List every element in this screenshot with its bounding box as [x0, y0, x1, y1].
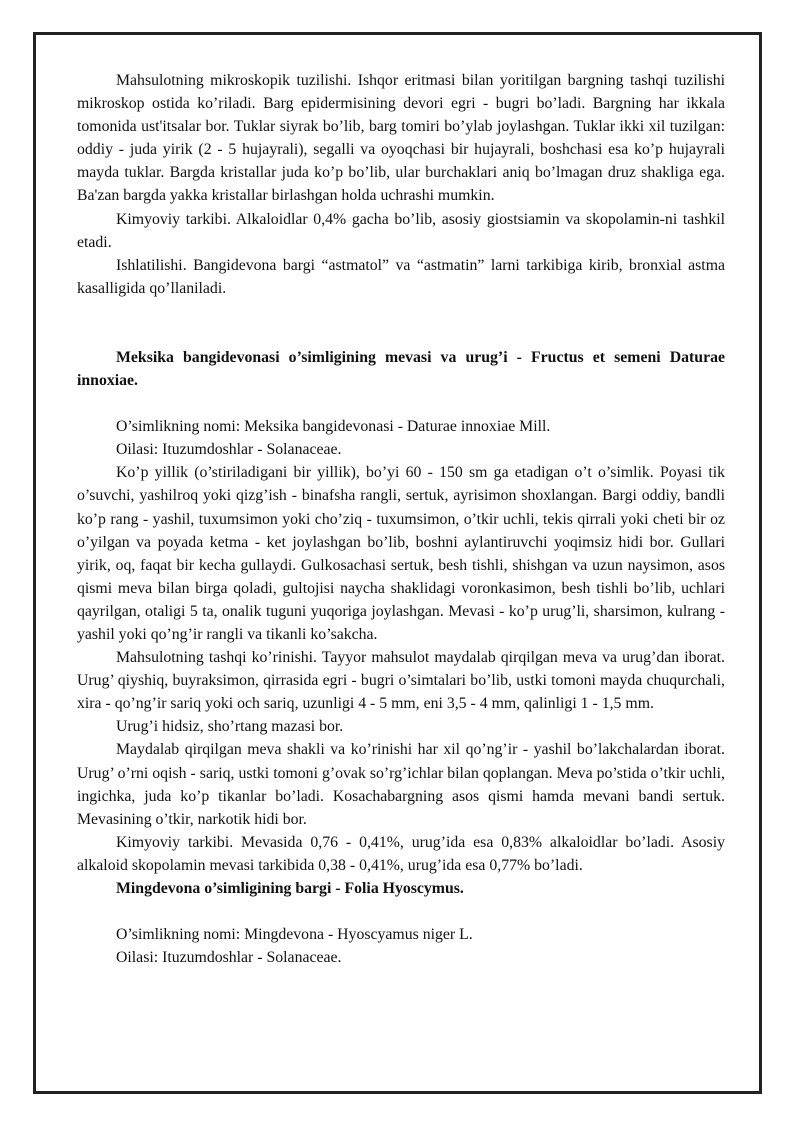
paragraph-family: Oilasi: Ituzumdoshlar - Solanaceae. — [116, 441, 342, 459]
paragraph-fruit-chemistry: Kimyoviy tarkibi. Mevasida 0,76 - 0,41%, urug’ida esa 0,83% alkaloidlar bo’ladi. Asosiy alkaloid skopolamin mevasi tarkibida 0,38 - 0,41%, urug’ida esa 0,77% bo’ladi. — [77, 833, 725, 874]
spacer — [77, 900, 725, 923]
paragraph-chemical-composition: Kimyoviy tarkibi. Alkaloidlar 0,4% gacha bo’lib, asosiy giostsiamin va skopolamin-ni tashkil etadi. — [77, 210, 725, 251]
spacer — [77, 300, 725, 346]
paragraph-plant-description: Ko’p yillik (o’stiriladigani bir yillik), bo’yi 60 - 150 sm ga etadigan o’t o’simlik. Poyasi tik o’suvchi, yashilroq yoki qizg’ish - binafsha rangli, sertuk, ayrisimon shoxlangan. Bargi oddiy, bandli ko’p rang - yashil, tuxumsimon yoki cho’ziq - tuxumsimon, o’tkir uchli, tekis qirrali yoki cheti bir oz o’yilgan va poyada ketma - ket joylashgan bo’lib, boshni aylantiruvchi yoqimsiz hidi bor. Gullari yirik, oq, faqat bir kecha gullaydi. Gulkosachasi sertuk, besh tishli, shishgan va uzun naysimon, asos qismi meva bilan birga qoladi, gultojisi naycha shaklidagi voronkasimon, besh tishli bo’lib, uchlari qayrilgan, otaligi 5 ta, onalik tuguni yuqoriga joylashgan. Mevasi - ko’p urug’li, sharsimon, kulrang - yashil yoki qo’ng’ir rangli va tikanli ko’sakcha. — [77, 464, 725, 643]
paragraph-family-hyoscyamus: Oilasi: Ituzumdoshlar - Solanaceae. — [116, 949, 342, 967]
paragraph-external-appearance: Mahsulotning tashqi ko’rinishi. Tayyor mahsulot maydalab qirqilgan meva va urug’dan iborat. Urug’ qiyshiq, buyraksimon, qirrasida egri - bugri o’simtalari bo’lib, ustki tomoni mayda chuqurchali, xira - qo’ng’ir sariq yoki och sariq, uzunligi 4 - 5 mm, eni 3,5 - 4 mm, qalinligi 1 - 1,5 mm. — [77, 649, 725, 713]
paragraph-plant-name: O’simlikning nomi: Meksika bangidevonasi - Daturae innoxiae Mill. — [116, 418, 551, 436]
document-body — [77, 69, 725, 969]
section-heading-datura-innoxia: Meksika bangidevonasi o’simligining mevasi va urug’i - Fructus et semeni Daturae innoxiae. — [77, 348, 725, 390]
paragraph-fruit-pieces: Maydalab qirqilgan meva shakli va ko’rinishi har xil qo’ng’ir - yashil bo’lakchalardan iborat. Urug’ o’rni oqish - sariq, ustki tomoni g’ovak so’rg’ichlar bilan qoplangan. Meva po’stida o’tkir uchli, ingichka, juda ko’p tikanlar bo’ladi. Kosachabargning asos qismi hamda mevani bandi sertuk. Mevasining o’tkir, narkotik hidi bor. — [77, 741, 725, 828]
paragraph-microscopic-structure: Mahsulotning mikroskopik tuzilishi. Ishqor eritmasi bilan yoritilgan bargning tashqi tuzilishi mikroskop ostida ko’riladi. Barg epidermisining devori egri - bugri bo’ladi. Bargning har ikkala tomonida ust'itsalar bor. Tuklar siyrak bo’lib, barg tomiri bo’ylab joylashgan. Tuklar ikki xil tuzilgan: oddiy - juda yirik (2 - 5 hujayrali), segalli va oyoqchasi bir hujayrali, boshchasi esa ko’p hujayrali mayda tuklar. Bargda kristallar juda ko’p bo’lib, ular burchaklari aniq bo’lmagan druz shakliga ega. Ba'zan bargda yakka kristallar birlashgan holda uchrashi mumkin. — [77, 72, 725, 205]
paragraph-plant-name-hyoscyamus: O’simlikning nomi: Mingdevona - Hyoscyamus niger L. — [116, 926, 473, 944]
section-heading-hyoscyamus: Mingdevona o’simligining bargi - Folia Hyoscymus. — [116, 880, 464, 897]
spacer — [77, 392, 725, 415]
paragraph-usage: Ishlatilishi. Bangidevona bargi “astmatol” va “astmatin” larni tarkibiga kirib, bronxial astma kasalligida qo’llaniladi. — [77, 256, 725, 297]
paragraph-seed-smell: Urug’i hidsiz, sho’rtang mazasi bor. — [116, 718, 344, 736]
